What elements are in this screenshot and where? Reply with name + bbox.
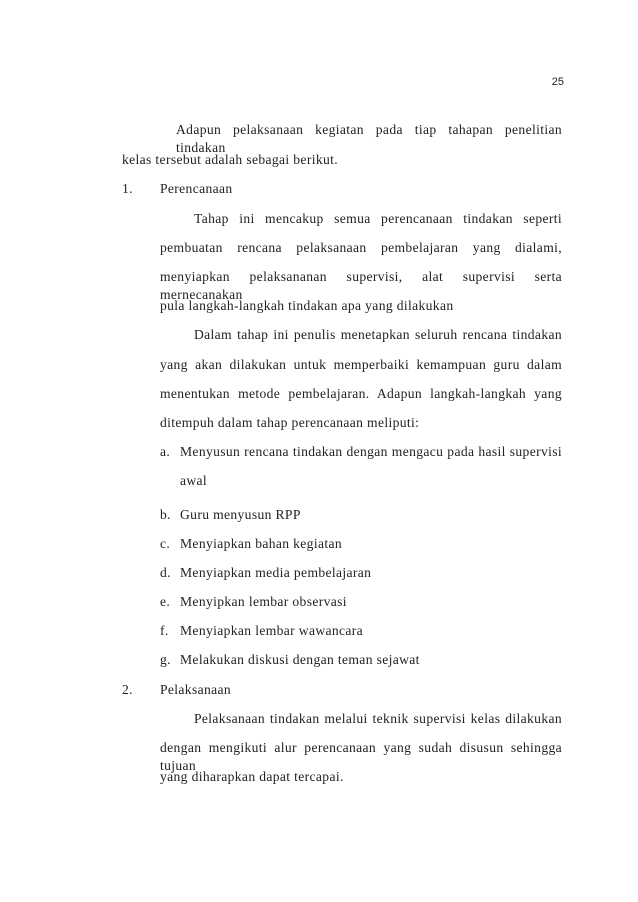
list-item-g-marker: g. [160, 652, 171, 667]
section-1-para-1-line-3: menyiapkan pelaksananan supervisi, alat supervisi serta mernecanakan [160, 269, 562, 302]
section-1-para-2-line-1: Dalam tahap ini penulis menetapkan seluruh rencana tindakan [194, 327, 562, 342]
list-item-c-text: Menyiapkan bahan kegiatan [180, 536, 342, 551]
list-item-c-marker: c. [160, 536, 171, 551]
section-2-para-1-line-3: yang diharapkan dapat tercapai. [160, 769, 344, 784]
section-1-para-1-line-1: Tahap ini mencakup semua perencanaan tindakan seperti [194, 211, 562, 226]
list-item-e-text: Menyipkan lembar observasi [180, 594, 347, 609]
intro-line-2: kelas tersebut adalah sebagai berikut. [122, 152, 338, 167]
section-2-para-1-line-1: Pelaksanaan tindakan melalui teknik supervisi kelas dilakukan [194, 711, 562, 726]
section-1-para-2-line-3: menentukan metode pembelajaran. Adapun langkah-langkah yang [160, 386, 562, 401]
section-2-title: Pelaksanaan [160, 682, 232, 697]
list-item-d-text: Menyiapkan media pembelajaran [180, 565, 372, 580]
list-item-e-marker: e. [160, 594, 171, 609]
intro-line-1: Adapun pelaksanaan kegiatan pada tiap tahapan penelitian tindakan [176, 122, 562, 155]
section-1-para-1-line-2: pembuatan rencana pelaksanaan pembelajaran yang dialami, [160, 240, 562, 255]
section-1-title: Perencanaan [160, 181, 233, 196]
list-item-a-continuation: awal [180, 473, 208, 488]
list-item-g-text: Melakukan diskusi dengan teman sejawat [180, 652, 420, 667]
page-number: 25 [551, 76, 564, 88]
section-2-para-1-line-2: dengan mengikuti alur perencanaan yang sudah disusun sehingga tujuan [160, 740, 562, 773]
list-item-a-text: Menyusun rencana tindakan dengan mengacu pada hasil supervisi [180, 444, 562, 459]
list-item-f-text: Menyiapkan lembar wawancara [180, 623, 364, 638]
list-item-f-marker: f. [160, 623, 169, 638]
section-1-number: 1. [122, 181, 133, 196]
section-1-para-2-line-4: ditempuh dalam tahap perencanaan meliputi: [160, 415, 420, 430]
section-1-para-1-line-4: pula langkah-langkah tindakan apa yang dilakukan [160, 298, 454, 313]
list-item-b-marker: b. [160, 507, 171, 522]
section-2-number: 2. [122, 682, 133, 697]
list-item-d-marker: d. [160, 565, 171, 580]
section-1-para-2-line-2: yang akan dilakukan untuk memperbaiki kemampuan guru dalam [160, 357, 562, 372]
list-item-a-marker: a. [160, 444, 171, 459]
list-item-b-text: Guru menyusun RPP [180, 507, 301, 522]
